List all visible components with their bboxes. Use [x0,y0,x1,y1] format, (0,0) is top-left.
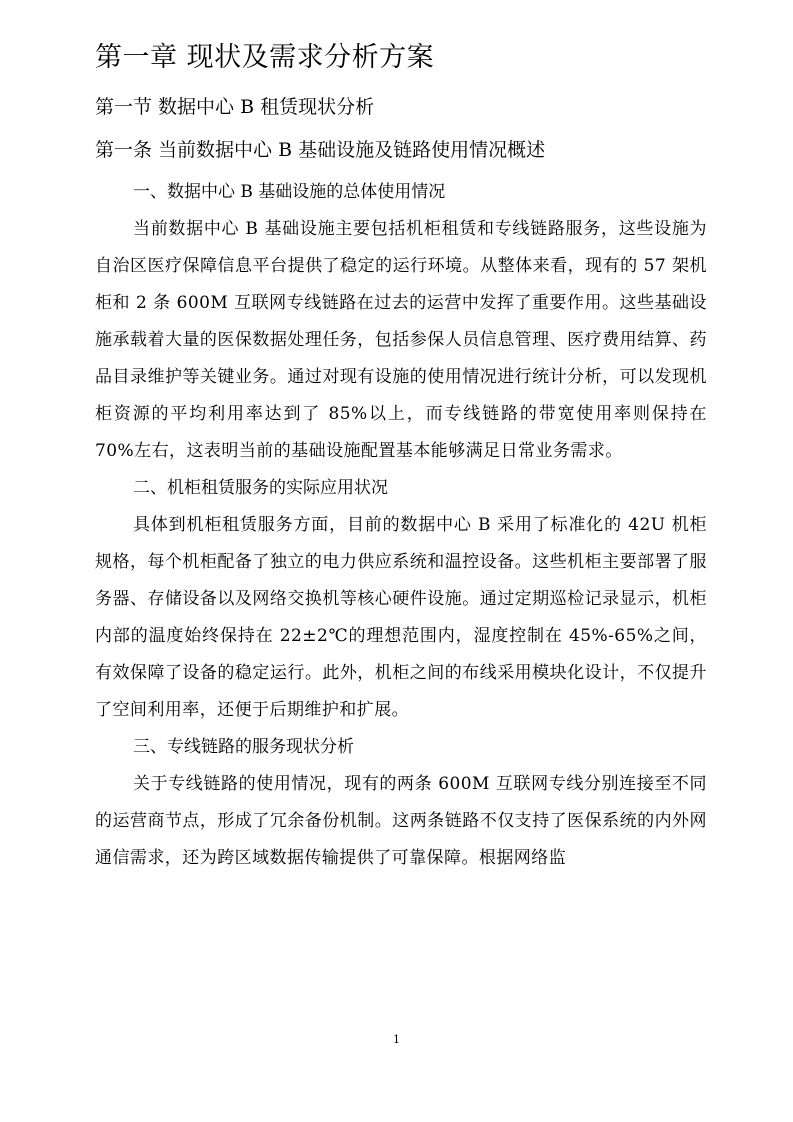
subsection-heading-2: 二、机柜租赁服务的实际应用状况 [133,478,388,498]
subsection-paragraph-3: 关于专线链路的使用情况，现有的两条 600M 互联网专线分别连接至不同的运营商节点，形成了冗余备份机制。这两条链路不仅支持了医保系统的内外网通信需求，还为跨区域数据传输提供了可靠保障。根据网络监 [95,774,707,868]
page-number: 1 [393,1033,400,1046]
subsection-paragraph-2: 具体到机柜租赁服务方面，目前的数据中心 B 采用了标准化的 42U 机柜规格，每个机柜配备了独立的电力供应系统和温控设备。这些机柜主要部署了服务器、存储设备以及网络交换机等核心硬件设施。通过定期巡检记录显示，机柜内部的温度始终保持在 22±2℃的理想范围内，湿度控制在 45%-65%之间，有效保障了设备的稳定运行。此外，机柜之间的布线采用模块化设计，不仅提升了空间利用率，还便于后期维护和扩展。 [95,515,707,720]
section-title: 第一节 数据中心 B 租赁现状分析 [95,96,375,118]
subsection-paragraph-1: 当前数据中心 B 基础设施主要包括机柜租赁和专线链路服务，这些设施为自治区医疗保障信息平台提供了稳定的运行环境。从整体来看，现有的 57 架机柜和 2 条 600M 互联网专线链路在过去的运营中发挥了重要作用。这些基础设施承载着大量的医保数据处理任务，包括参保人员信息管理、医疗费用结算、药品目录维护等关键业务。通过对现有设施的使用情况进行统计分析，可以发现机柜资源的平均利用率达到了 85%以上，而专线链路的带宽使用率则保持在 70%左右，这表明当前的基础设施配置基本能够满足日常业务需求。 [95,219,707,461]
subsection-heading-1: 一、数据中心 B 基础设施的总体使用情况 [133,182,446,202]
body-content [95,174,707,877]
article-title: 第一条 当前数据中心 B 基础设施及链路使用情况概述 [95,139,546,161]
subsection-heading-3: 三、专线链路的服务现状分析 [133,737,354,757]
chapter-title: 第一章 现状及需求分析方案 [95,42,435,73]
